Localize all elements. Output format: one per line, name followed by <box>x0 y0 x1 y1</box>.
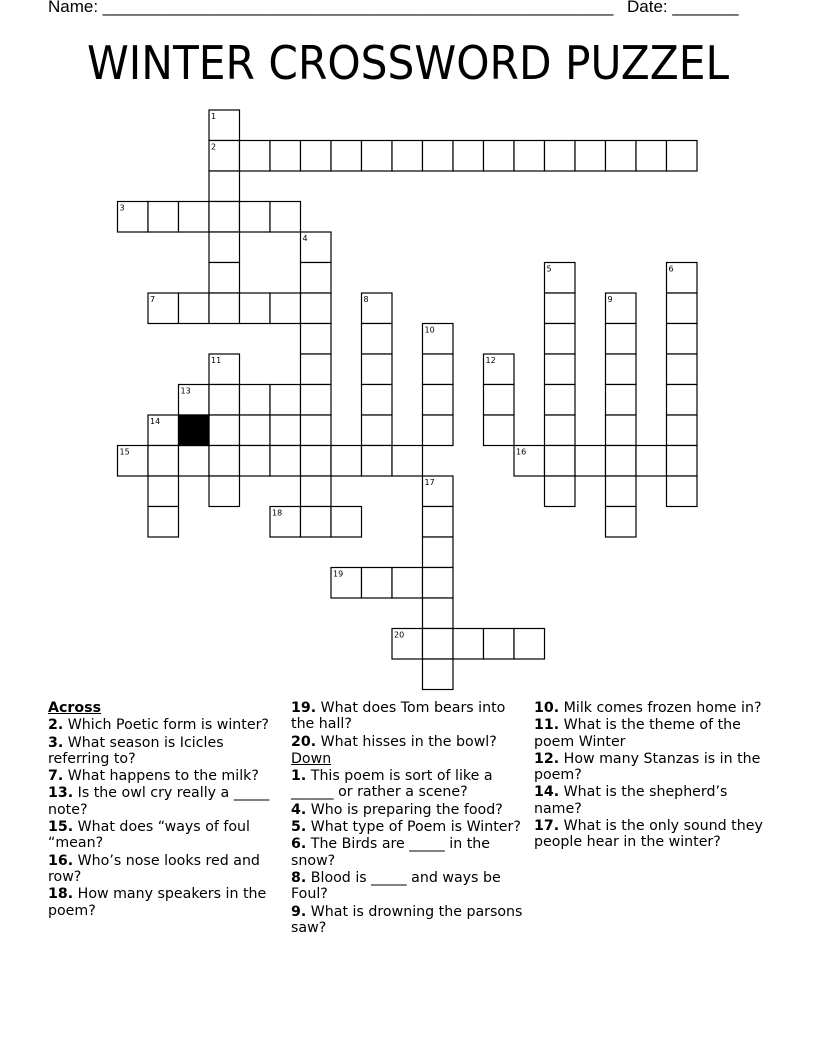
grid-cell[interactable] <box>209 476 240 507</box>
grid-cell[interactable] <box>392 568 423 599</box>
grid-cell[interactable] <box>545 446 576 477</box>
grid-cell[interactable] <box>270 202 301 233</box>
grid-cell[interactable] <box>545 324 576 355</box>
grid-cell[interactable] <box>484 141 515 172</box>
grid-cell[interactable] <box>240 415 271 446</box>
grid-cell[interactable] <box>392 446 423 477</box>
clue-number: 8. <box>291 869 307 886</box>
grid-cell[interactable] <box>423 659 454 690</box>
clue-text: What does “ways of foul “mean? <box>48 819 250 852</box>
page-title: WINTER CROSSWORD PUZZEL <box>86 36 730 90</box>
grid-cell[interactable] <box>179 293 210 324</box>
grid-cell[interactable] <box>453 141 484 172</box>
date-field-label: Date: _______ <box>627 0 739 16</box>
grid-cell[interactable] <box>331 141 362 172</box>
grid-cell[interactable] <box>240 446 271 477</box>
grid-cell[interactable] <box>606 415 637 446</box>
grid-cell[interactable] <box>209 385 240 416</box>
grid-cell[interactable] <box>423 507 454 538</box>
grid-cell[interactable] <box>423 537 454 568</box>
grid-cell[interactable] <box>270 141 301 172</box>
clue-column-1 <box>48 700 280 920</box>
grid-cell[interactable] <box>301 476 332 507</box>
clue-text: Which Poetic form is winter? <box>63 717 269 734</box>
clue-text: How many speakers in the poem? <box>48 886 267 919</box>
grid-cell[interactable] <box>636 141 667 172</box>
grid-cell[interactable] <box>362 446 393 477</box>
grid-cell[interactable] <box>209 415 240 446</box>
clue-text: Blood is _____ and ways be Foul? <box>291 869 501 903</box>
clue-number: 14. <box>534 784 560 801</box>
grid-cell[interactable] <box>362 568 393 599</box>
clue-number: 1. <box>291 768 307 785</box>
grid-cell[interactable] <box>423 141 454 172</box>
clue-number: 13. <box>48 785 74 802</box>
grid-cell[interactable] <box>209 446 240 477</box>
grid-cell[interactable] <box>667 476 698 507</box>
grid-cell[interactable] <box>301 293 332 324</box>
cell-number: 13 <box>180 386 191 396</box>
grid-cell[interactable] <box>331 446 362 477</box>
clue-number: 20. <box>291 733 317 750</box>
cell-number: 2 <box>211 142 217 152</box>
black-cell <box>179 415 210 446</box>
grid-cell[interactable] <box>667 141 698 172</box>
grid-cell[interactable] <box>423 415 454 446</box>
down-heading: Down <box>291 750 332 767</box>
grid-cell[interactable] <box>484 415 515 446</box>
grid-cell[interactable] <box>148 507 179 538</box>
cell-number: 14 <box>150 417 161 426</box>
clue-number: 16. <box>48 852 74 869</box>
grid-cell[interactable] <box>209 232 240 263</box>
grid-cell[interactable] <box>606 446 637 477</box>
grid-cell[interactable] <box>331 507 362 538</box>
clue-number: 12. <box>534 750 560 767</box>
clue-number: 2. <box>48 717 64 734</box>
cell-number: 6 <box>668 264 674 274</box>
grid-cell[interactable] <box>179 446 210 477</box>
clue-number: 17. <box>534 818 560 835</box>
grid-cell[interactable] <box>392 141 423 172</box>
grid-cell[interactable] <box>606 324 637 355</box>
down-clue <box>291 870 523 903</box>
cell-number: 11 <box>211 356 222 365</box>
grid-cell[interactable] <box>606 507 637 538</box>
grid-cell[interactable] <box>362 324 393 355</box>
grid-cell[interactable] <box>423 629 454 660</box>
clue-number: 7. <box>48 768 64 785</box>
cell-number: 3 <box>119 203 125 213</box>
grid-cell[interactable] <box>545 293 576 324</box>
grid-cell[interactable] <box>667 385 698 416</box>
cell-number: 10 <box>424 325 435 335</box>
grid-cell[interactable] <box>545 476 576 507</box>
grid-cell[interactable] <box>606 141 637 172</box>
down-clue <box>291 768 523 801</box>
clue-text: What type of Poem is Winter? <box>306 819 521 836</box>
cell-number: 5 <box>546 264 552 274</box>
clue-column-3 <box>534 700 766 852</box>
across-clue <box>48 886 280 919</box>
clue-text: What does Tom bears into the hall? <box>291 700 506 733</box>
across-clue <box>48 717 280 733</box>
down-clue <box>534 784 766 817</box>
down-clue <box>534 751 766 784</box>
grid-cell[interactable] <box>606 354 637 385</box>
clue-text: This poem is sort of like a ______ or rather a scene? <box>291 768 493 801</box>
grid-cell[interactable] <box>423 568 454 599</box>
grid-cell[interactable] <box>270 385 301 416</box>
clue-text: What is the shepherd’s name? <box>534 784 728 817</box>
grid-cell[interactable] <box>240 293 271 324</box>
clue-column-2 <box>291 700 523 937</box>
clue-text: What happens to the milk? <box>63 768 259 785</box>
cell-number: 16 <box>516 447 527 457</box>
clue-number: 6. <box>291 836 307 853</box>
cell-number: 1 <box>211 112 217 121</box>
grid-cell[interactable] <box>209 263 240 294</box>
clue-number: 3. <box>48 734 64 751</box>
down-clue <box>534 818 766 851</box>
grid-cell[interactable] <box>423 385 454 416</box>
grid-cell[interactable] <box>362 415 393 446</box>
grid-cell[interactable] <box>667 354 698 385</box>
across-clue <box>48 768 280 784</box>
clue-number: 19. <box>291 700 317 716</box>
across-clue <box>291 700 523 733</box>
clue-number: 10. <box>534 700 560 716</box>
grid-cell[interactable] <box>301 263 332 294</box>
clue-number: 5. <box>291 819 307 836</box>
cell-number: 19 <box>333 569 344 579</box>
grid-cell[interactable] <box>209 202 240 233</box>
grid-cell[interactable] <box>362 354 393 385</box>
clue-text: Who’s nose looks red and row? <box>48 852 260 885</box>
grid-cell[interactable] <box>270 446 301 477</box>
cell-number: 9 <box>607 295 613 304</box>
across-clue <box>48 785 280 818</box>
grid-cell[interactable] <box>301 385 332 416</box>
down-clue <box>291 904 523 937</box>
grid-cell[interactable] <box>636 446 667 477</box>
down-clue <box>291 836 523 869</box>
cell-number: 7 <box>150 295 156 304</box>
grid-cell[interactable] <box>301 141 332 172</box>
cell-number: 4 <box>302 234 308 243</box>
clue-text: What season is Icicles referring to? <box>48 734 224 767</box>
grid-cell[interactable] <box>545 141 576 172</box>
cell-number: 20 <box>394 630 405 640</box>
across-clue <box>291 734 523 750</box>
grid-cell[interactable] <box>575 446 606 477</box>
grid-cell[interactable] <box>514 629 545 660</box>
grid-cell[interactable] <box>301 354 332 385</box>
grid-cell[interactable] <box>545 415 576 446</box>
grid-cell[interactable] <box>514 141 545 172</box>
grid-cell[interactable] <box>240 202 271 233</box>
grid-cell[interactable] <box>362 385 393 416</box>
grid-cell[interactable] <box>453 629 484 660</box>
grid-cell[interactable] <box>301 415 332 446</box>
across-clue <box>48 853 280 886</box>
grid-cell[interactable] <box>148 476 179 507</box>
grid-cell[interactable] <box>301 446 332 477</box>
grid-cell[interactable] <box>606 385 637 416</box>
grid-cell[interactable] <box>484 629 515 660</box>
grid-cell[interactable] <box>209 171 240 202</box>
cell-number: 17 <box>424 478 435 487</box>
clue-number: 11. <box>534 717 560 734</box>
grid-cell[interactable] <box>575 141 606 172</box>
across-clue <box>48 735 280 768</box>
grid-cell[interactable] <box>423 354 454 385</box>
cell-number: 8 <box>363 295 369 304</box>
down-clue <box>291 802 523 818</box>
grid-cell[interactable] <box>667 293 698 324</box>
grid-cell[interactable] <box>301 324 332 355</box>
grid-cell[interactable] <box>240 385 271 416</box>
grid-cell[interactable] <box>545 354 576 385</box>
clue-text: Who is preparing the food? <box>306 801 503 818</box>
grid-cell[interactable] <box>209 293 240 324</box>
down-clue <box>534 717 766 750</box>
grid-cell[interactable] <box>667 324 698 355</box>
grid-cell[interactable] <box>148 446 179 477</box>
grid-cell[interactable] <box>667 446 698 477</box>
grid-cell[interactable] <box>545 385 576 416</box>
grid-cell[interactable] <box>179 202 210 233</box>
down-clue <box>291 819 523 835</box>
grid-cell[interactable] <box>301 507 332 538</box>
clue-number: 4. <box>291 801 307 818</box>
grid-cell[interactable] <box>484 385 515 416</box>
grid-cell[interactable] <box>240 141 271 172</box>
clue-text: How many Stanzas is in the poem? <box>534 750 761 784</box>
across-heading: Across <box>48 700 102 716</box>
grid-cell[interactable] <box>606 476 637 507</box>
clue-number: 9. <box>291 903 307 920</box>
clue-text: Milk comes frozen home in? <box>559 700 762 716</box>
clue-number: 15. <box>48 819 74 836</box>
grid-cell[interactable] <box>667 415 698 446</box>
cell-number: 12 <box>485 356 496 365</box>
clue-number: 18. <box>48 886 74 903</box>
grid-cell[interactable] <box>148 202 179 233</box>
name-field-label: Name: ______________________________________________________ <box>48 0 614 16</box>
grid-cell[interactable] <box>362 141 393 172</box>
clue-text: The Birds are _____ in the snow? <box>291 836 490 869</box>
clue-text: What is the theme of the poem Winter <box>534 717 741 750</box>
cell-number: 15 <box>119 447 130 457</box>
grid-cell[interactable] <box>270 415 301 446</box>
clue-text: What is drowning the parsons saw? <box>291 903 523 936</box>
clue-text: What is the only sound they people hear in the winter? <box>534 818 763 851</box>
grid-cell[interactable] <box>423 598 454 629</box>
grid-cell[interactable] <box>270 293 301 324</box>
across-clue <box>48 819 280 852</box>
clue-text: Is the owl cry really a _____ note? <box>48 785 270 818</box>
cell-number: 18 <box>272 508 283 518</box>
down-clue <box>534 700 766 716</box>
clue-text: What hisses in the bowl? <box>316 733 497 750</box>
